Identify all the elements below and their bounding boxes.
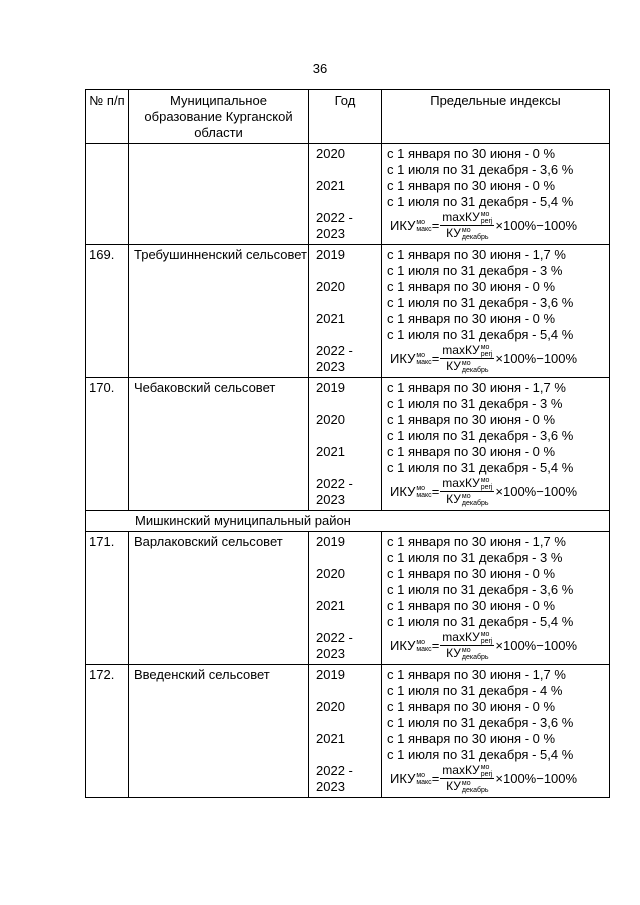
formula-lhs-sup: мо [416, 772, 426, 779]
district-name: Мишкинский муниципальный район [86, 511, 610, 532]
municipality-name [129, 144, 309, 245]
year-value: 2020 [316, 279, 345, 294]
index-line: с 1 июля по 31 декабря - 3 % [387, 263, 563, 278]
index-line: с 1 января по 30 июня - 0 % [387, 598, 556, 613]
header-municipality: Муниципальное образование Курганской области [129, 90, 309, 144]
year-value: 2019 [316, 534, 345, 549]
year-value: 2019 [316, 247, 345, 262]
formula-den-text: КУ [446, 646, 461, 661]
index-line: с 1 января по 30 июня - 1,7 % [387, 667, 566, 682]
formula-lhs: ИКУ [390, 638, 416, 653]
header-year: Год [309, 90, 382, 144]
formula-tail: ×100%−100% [495, 218, 578, 233]
formula-lhs-sup: мо [416, 352, 426, 359]
formula-lhs: ИКУ [390, 351, 416, 366]
year-value: 2022 - 2023 [316, 343, 353, 374]
year-value: 2021 [316, 444, 345, 459]
formula-den-scripts [462, 647, 489, 661]
formula-lhs-sub: макс [416, 492, 432, 499]
formula-den-sup: мо [461, 779, 471, 787]
year-value: 2021 [316, 598, 345, 613]
year-value: 2020 [316, 146, 345, 161]
table-row [86, 665, 610, 798]
row-number: 169. [86, 245, 129, 378]
row-number: 170. [86, 378, 129, 511]
formula-denominator [444, 359, 490, 374]
year-value: 2022 - 2023 [316, 630, 353, 661]
index-line: с 1 июля по 31 декабря - 3,6 % [387, 715, 574, 730]
formula-num-scripts [481, 211, 493, 225]
district-row [86, 511, 610, 532]
year-cell [309, 245, 382, 378]
formula-fraction [440, 631, 494, 661]
index-line: с 1 января по 30 июня - 1,7 % [387, 534, 566, 549]
year-value: 2020 [316, 566, 345, 581]
formula-den-scripts [462, 227, 489, 241]
formula-den-scripts [462, 493, 489, 507]
formula-denominator [444, 226, 490, 241]
municipality-name: Требушинненский сельсовет [129, 245, 309, 378]
formula-fraction [440, 477, 494, 507]
formula-num-sub: perj [480, 218, 493, 226]
index-line: с 1 июля по 31 декабря - 5,4 % [387, 194, 574, 209]
formula-lhs: ИКУ [390, 484, 416, 499]
formula-lhs-scripts [416, 219, 431, 233]
year-cell [309, 665, 382, 798]
formula-num-sup: мо [480, 211, 490, 219]
formula-lhs-scripts [416, 485, 431, 499]
header-number: № п/п [86, 90, 129, 144]
index-line: с 1 июля по 31 декабря - 5,4 % [387, 614, 574, 629]
formula-num-scripts [481, 764, 493, 778]
formula-equals: = [431, 638, 440, 653]
formula-num-text: maxКУ [442, 343, 480, 358]
index-line: с 1 июля по 31 декабря - 3,6 % [387, 295, 574, 310]
formula-num-sup: мо [480, 764, 490, 772]
indices-table [85, 89, 610, 798]
index-line: с 1 января по 30 июня - 0 % [387, 731, 556, 746]
year-value: 2021 [316, 311, 345, 326]
formula [387, 343, 609, 375]
formula-denominator [444, 779, 490, 794]
formula-den-sup: мо [461, 226, 471, 234]
formula-lhs-scripts [416, 639, 431, 653]
formula-tail: ×100%−100% [495, 771, 578, 786]
formula-lhs: ИКУ [390, 218, 416, 233]
index-line: с 1 июля по 31 декабря - 4 % [387, 683, 563, 698]
year-value: 2022 - 2023 [316, 476, 353, 507]
municipality-name: Введенский сельсовет [129, 665, 309, 798]
table-row [86, 245, 610, 378]
formula-equals: = [431, 218, 440, 233]
row-number: 171. [86, 532, 129, 665]
formula-fraction [440, 764, 494, 794]
formula-lhs-sub: макс [416, 779, 432, 786]
formula-numerator [440, 211, 494, 226]
formula-den-sub: декабрь [461, 786, 489, 794]
formula-num-sup: мо [480, 631, 490, 639]
index-line: с 1 июля по 31 декабря - 3,6 % [387, 428, 574, 443]
formula-denominator [444, 646, 490, 661]
formula-numerator [440, 344, 494, 359]
formula-num-text: maxКУ [442, 630, 480, 645]
year-value: 2019 [316, 667, 345, 682]
municipality-name: Чебаковский сельсовет [129, 378, 309, 511]
index-line: с 1 июля по 31 декабря - 5,4 % [387, 460, 574, 475]
year-value: 2021 [316, 731, 345, 746]
formula-num-sub: perj [480, 771, 493, 779]
formula-numerator [440, 477, 494, 492]
formula-den-text: КУ [446, 779, 461, 794]
formula-numerator [440, 631, 494, 646]
index-line: с 1 января по 30 июня - 0 % [387, 279, 556, 294]
table-row [86, 144, 610, 245]
formula-num-text: maxКУ [442, 210, 480, 225]
indices-cell [382, 144, 610, 245]
formula-lhs-sup: мо [416, 485, 426, 492]
formula-num-sup: мо [480, 344, 490, 352]
formula-num-sub: perj [480, 638, 493, 646]
formula-den-sup: мо [461, 492, 471, 500]
year-value: 2021 [316, 178, 345, 193]
indices-cell [382, 665, 610, 798]
formula [387, 476, 609, 508]
formula-num-sub: perj [480, 351, 493, 359]
year-cell [309, 532, 382, 665]
formula-lhs: ИКУ [390, 771, 416, 786]
row-number [86, 144, 129, 245]
formula-num-sup: мо [480, 477, 490, 485]
index-line: с 1 января по 30 июня - 0 % [387, 444, 556, 459]
index-line: с 1 января по 30 июня - 0 % [387, 311, 556, 326]
formula-fraction [440, 344, 494, 374]
formula-den-sup: мо [461, 646, 471, 654]
index-line: с 1 января по 30 июня - 0 % [387, 699, 556, 714]
formula-num-scripts [481, 631, 493, 645]
formula-equals: = [431, 351, 440, 366]
index-line: с 1 января по 30 июня - 0 % [387, 146, 556, 161]
index-line: с 1 января по 30 июня - 0 % [387, 566, 556, 581]
formula [387, 630, 609, 662]
table-row [86, 378, 610, 511]
indices-cell [382, 245, 610, 378]
formula-denominator [444, 492, 490, 507]
formula [387, 763, 609, 795]
formula-num-scripts [481, 344, 493, 358]
formula-den-sub: декабрь [461, 233, 489, 241]
year-value: 2019 [316, 380, 345, 395]
formula-num-text: maxКУ [442, 476, 480, 491]
year-value: 2020 [316, 699, 345, 714]
index-line: с 1 января по 30 июня - 1,7 % [387, 380, 566, 395]
formula-num-text: maxКУ [442, 763, 480, 778]
formula-equals: = [431, 771, 440, 786]
index-line: с 1 июля по 31 декабря - 3,6 % [387, 582, 574, 597]
formula [387, 210, 609, 242]
year-value: 2020 [316, 412, 345, 427]
formula-den-text: КУ [446, 359, 461, 374]
year-cell [309, 144, 382, 245]
formula-lhs-sub: макс [416, 646, 432, 653]
indices-cell [382, 532, 610, 665]
header-row [86, 90, 610, 144]
municipality-name: Варлаковский сельсовет [129, 532, 309, 665]
formula-den-scripts [462, 780, 489, 794]
formula-lhs-sup: мо [416, 219, 426, 226]
header-indices: Предельные индексы [382, 90, 610, 144]
row-number: 172. [86, 665, 129, 798]
formula-tail: ×100%−100% [495, 638, 578, 653]
page-number: 36 [312, 61, 328, 76]
table-body [86, 144, 610, 798]
formula-numerator [440, 764, 494, 779]
formula-lhs-sub: макс [416, 226, 432, 233]
formula-den-text: КУ [446, 492, 461, 507]
index-line: с 1 января по 30 июня - 0 % [387, 412, 556, 427]
formula-den-sub: декабрь [461, 499, 489, 507]
index-line: с 1 июля по 31 декабря - 5,4 % [387, 327, 574, 342]
formula-lhs-scripts [416, 352, 431, 366]
index-line: с 1 июля по 31 декабря - 5,4 % [387, 747, 574, 762]
year-value: 2022 - 2023 [316, 210, 353, 241]
formula-fraction [440, 211, 494, 241]
table-row [86, 532, 610, 665]
index-line: с 1 июля по 31 декабря - 3 % [387, 396, 563, 411]
formula-den-text: КУ [446, 226, 461, 241]
formula-den-sup: мо [461, 359, 471, 367]
formula-equals: = [431, 484, 440, 499]
year-cell [309, 378, 382, 511]
index-line: с 1 июля по 31 декабря - 3,6 % [387, 162, 574, 177]
formula-num-scripts [481, 477, 493, 491]
index-line: с 1 июля по 31 декабря - 3 % [387, 550, 563, 565]
formula-den-scripts [462, 360, 489, 374]
formula-lhs-scripts [416, 772, 431, 786]
indices-cell [382, 378, 610, 511]
formula-tail: ×100%−100% [495, 484, 578, 499]
formula-lhs-sub: макс [416, 359, 432, 366]
formula-lhs-sup: мо [416, 639, 426, 646]
index-line: с 1 января по 30 июня - 0 % [387, 178, 556, 193]
formula-tail: ×100%−100% [495, 351, 578, 366]
formula-num-sub: perj [480, 484, 493, 492]
formula-den-sub: декабрь [461, 366, 489, 374]
year-value: 2022 - 2023 [316, 763, 353, 794]
formula-den-sub: декабрь [461, 653, 489, 661]
index-line: с 1 января по 30 июня - 1,7 % [387, 247, 566, 262]
